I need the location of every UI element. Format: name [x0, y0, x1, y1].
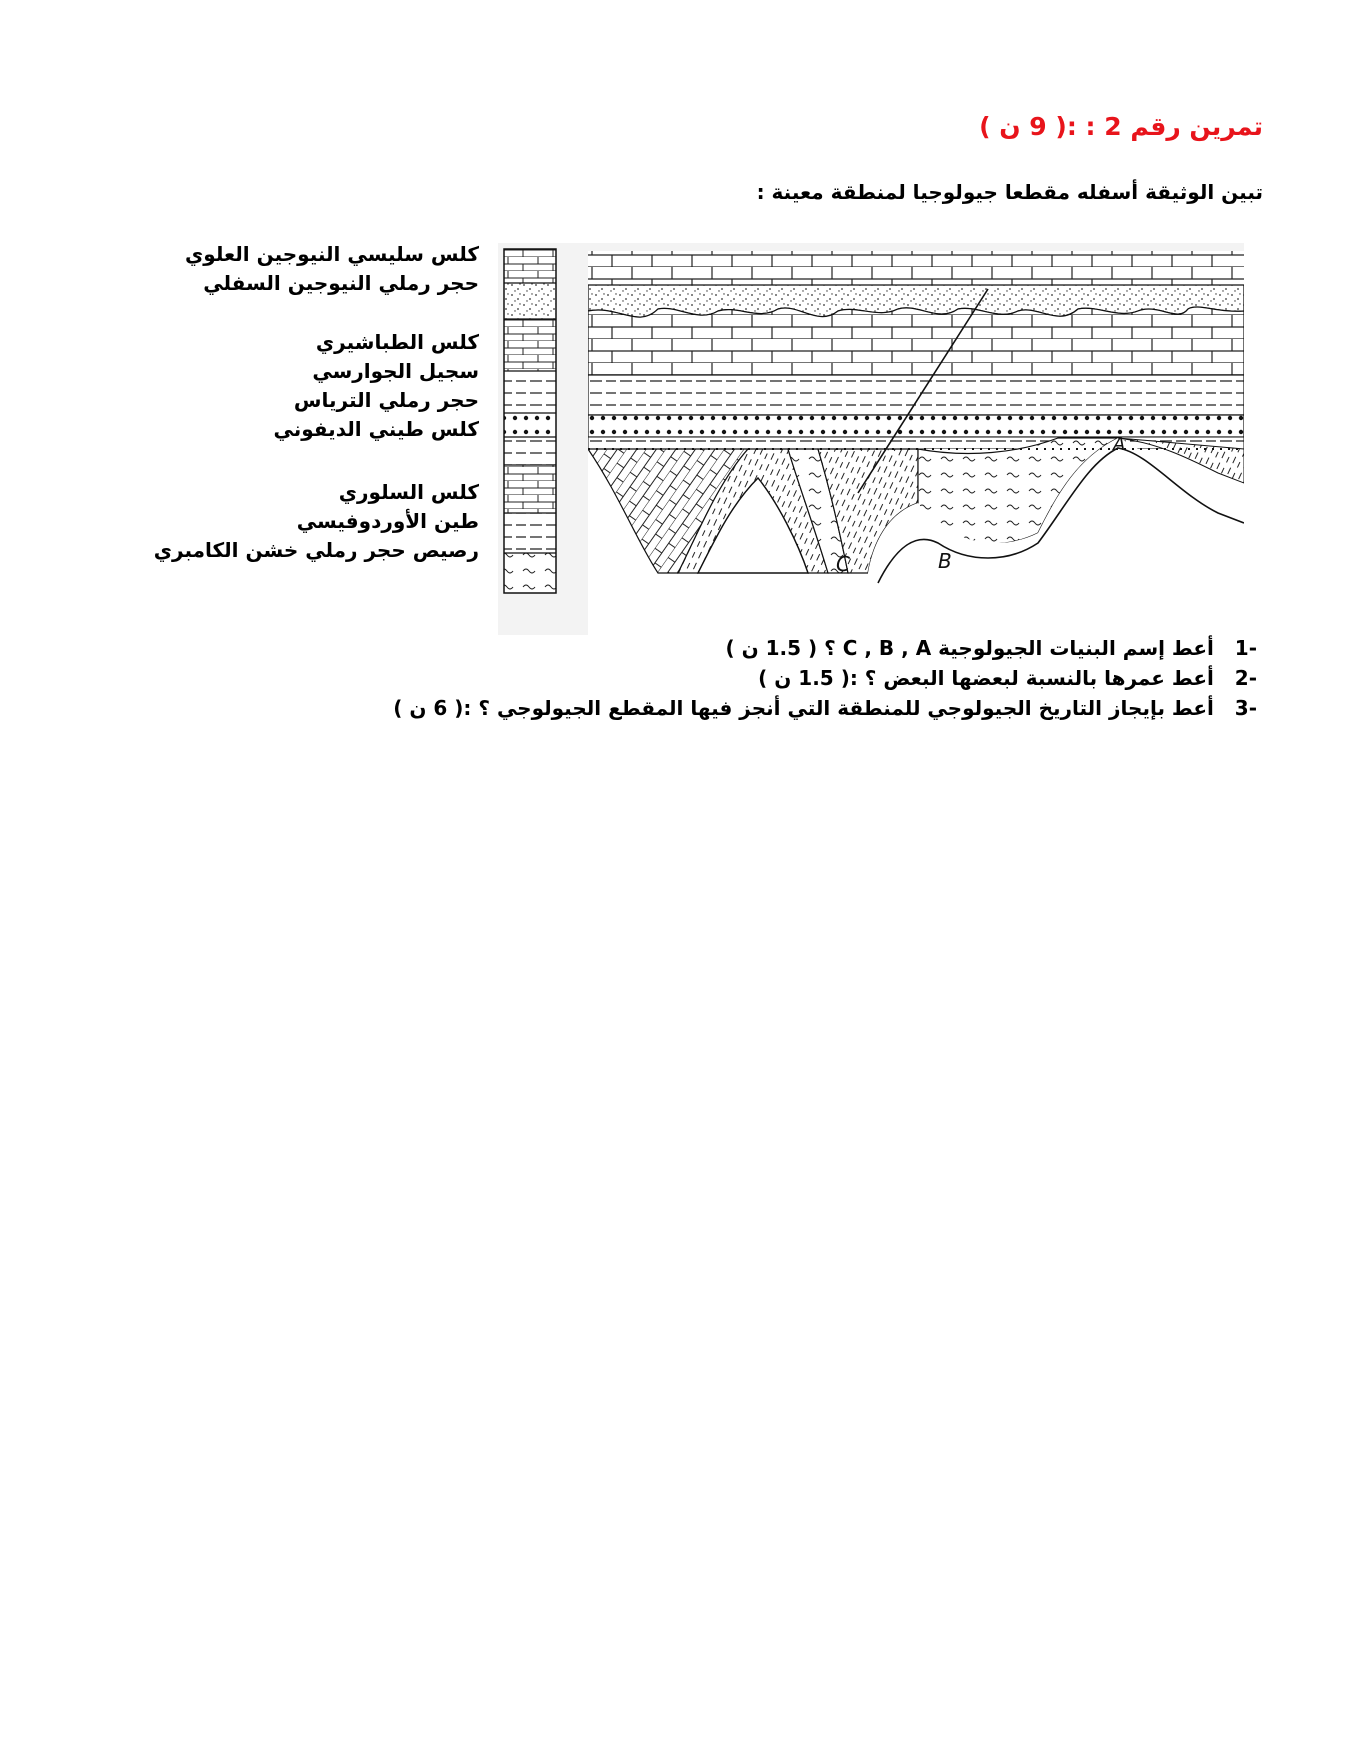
questions-list [393, 633, 1257, 723]
legend-item: كلس الطباشيري [315, 330, 479, 354]
legend-group-mesozoic [274, 328, 480, 444]
structure-label-a: A [1113, 434, 1126, 455]
geological-cross-section [498, 243, 1244, 635]
legend-item: رصيص حجر رملي خشن الكامبري [153, 538, 479, 562]
legend-item: سجيل الجوارسي [312, 359, 479, 383]
stratigraphic-column [504, 249, 556, 593]
structure-label-c: C [836, 552, 850, 576]
question-text: أعط بإيجاز التاريخ الجيولوجي للمنطقة التي أنجز فيها المقطع الجيولوجي ؟ :( 6 ن ) [393, 696, 1214, 720]
question-3 [393, 693, 1257, 723]
question-text: أعط إسم البنيات الجيولوجية C , B , A ؟ ( 1.5 ن ) [725, 636, 1214, 660]
legend-item: كلس السلوري [338, 480, 479, 504]
structure-label-b: B [938, 549, 952, 573]
legend-item: حجر رملي الترياس [293, 388, 479, 412]
legend-item: طين الأوردوفيسي [296, 509, 479, 533]
question-2 [393, 663, 1257, 693]
exercise-intro: تبين الوثيقة أسفله مقطعا جيولوجيا لمنطقة معينة : [756, 180, 1263, 204]
question-number: -3 [1234, 696, 1257, 720]
question-number: -1 [1234, 636, 1257, 660]
legend-group-neogene [185, 240, 479, 298]
exercise-title: تمرين رقم 2 : :( 9 ن ) [979, 112, 1263, 141]
legend-group-paleozoic [154, 478, 479, 565]
question-text: أعط عمرها بالنسبة لبعضها البعض ؟ :( 1.5 ن ) [758, 666, 1214, 690]
legend-item: كلس سليسي النيوجين العلوي [184, 242, 479, 266]
cross-section-layers [588, 251, 1244, 635]
legend-item: حجر رملي النيوجين السفلي [203, 271, 479, 295]
question-number: -2 [1234, 666, 1257, 690]
legend-item: كلس طيني الديفوني [273, 417, 479, 441]
question-1 [393, 633, 1257, 663]
